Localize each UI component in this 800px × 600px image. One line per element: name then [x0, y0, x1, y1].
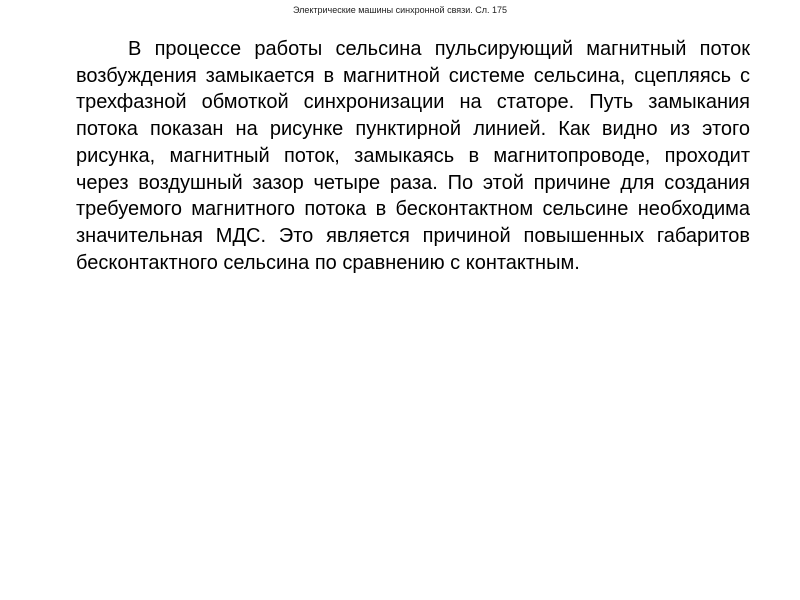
slide-header: Электрические машины синхронной связи. Сл. 175 [292, 5, 508, 15]
body-paragraph: В процессе работы сельсина пульсирующий магнитный поток возбуждения замыкается в магнитной системе сельсина, сцепляясь с трехфазной обмоткой синхронизации на статоре. Путь замыкания потока показан на рисунке пунктирной линией. Как видно из этого рисунка, магнитный поток, замыкаясь в магнитопроводе, проходит через воздушный зазор четыре раза. По этой причине для создания требуемого магнитного потока в бесконтактном сельсине необходима значительная МДС. Это является причиной повышенных габаритов бесконтактного сельсина по сравнению с контактным. [76, 38, 750, 274]
